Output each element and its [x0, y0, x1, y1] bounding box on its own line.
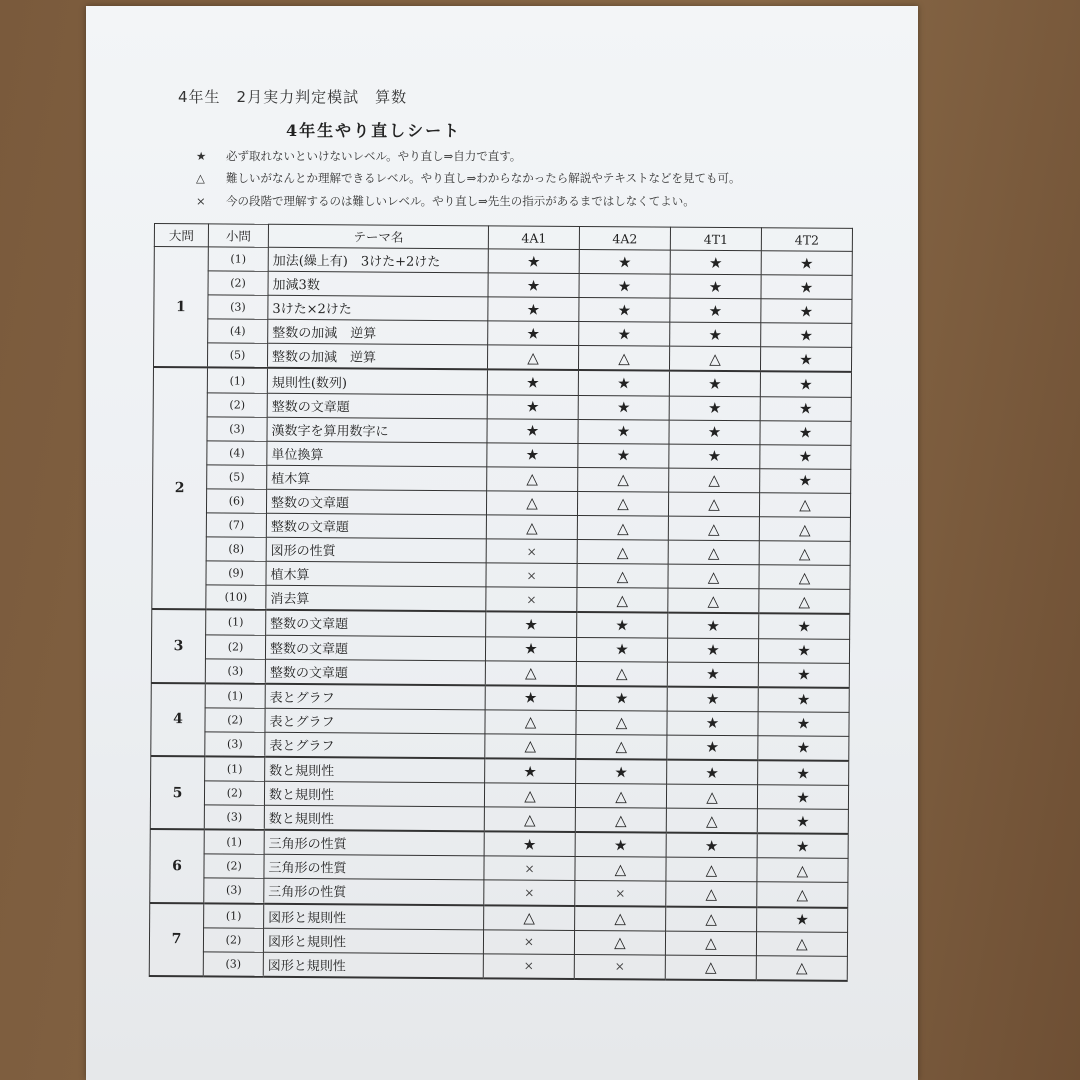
level-mark: ★	[487, 370, 578, 395]
theme-name: 図形と規則性	[263, 928, 483, 954]
level-mark: ×	[484, 880, 575, 905]
small-question-number: (3)	[207, 417, 267, 442]
theme-name: 整数の文章題	[266, 513, 486, 539]
theme-name: 消去算	[266, 586, 486, 612]
level-mark: ★	[579, 274, 670, 299]
small-question-number: (5)	[207, 343, 267, 368]
level-mark: ★	[487, 418, 578, 443]
header-title: 4年生 2月実力判定模試 算数	[178, 88, 408, 106]
level-mark: ★	[667, 711, 758, 736]
level-mark: △	[666, 882, 757, 907]
level-mark: ★	[669, 420, 760, 445]
level-mark: ★	[576, 759, 667, 784]
theme-name: 整数の文章題	[266, 489, 486, 515]
level-mark: ★	[669, 444, 760, 469]
level-mark: △	[759, 493, 850, 518]
level-mark: ★	[761, 251, 852, 276]
big-question-number: 6	[150, 829, 205, 903]
small-question-number: (1)	[208, 247, 268, 272]
level-mark: △	[666, 808, 757, 833]
level-mark: ★	[760, 347, 851, 372]
level-mark: ×	[486, 539, 577, 564]
level-mark: ★	[486, 612, 577, 637]
level-mark: △	[666, 784, 757, 809]
theme-name: 単位換算	[267, 441, 487, 467]
level-mark: ★	[667, 686, 758, 711]
level-mark: △	[484, 905, 575, 930]
level-mark: △	[757, 858, 848, 883]
small-question-number: (2)	[208, 271, 268, 296]
small-question-number: (10)	[206, 585, 266, 610]
theme-name: 表とグラフ	[265, 732, 485, 758]
level-mark: ★	[488, 273, 579, 298]
theme-name: 植木算	[266, 562, 486, 588]
theme-name: 規則性(数列)	[267, 368, 487, 394]
level-mark: ★	[576, 686, 667, 711]
level-mark: △	[578, 346, 669, 371]
small-question-number: (1)	[204, 830, 264, 855]
level-mark: ★	[578, 419, 669, 444]
level-mark: ★	[485, 758, 576, 783]
level-mark: ★	[579, 322, 670, 347]
level-mark: ★	[760, 420, 851, 445]
big-question-number: 3	[151, 609, 206, 683]
legend-star	[196, 148, 521, 164]
theme-name: 整数の加減 逆算	[267, 344, 487, 370]
theme-name: 整数の文章題	[267, 393, 487, 419]
level-mark: △	[759, 589, 850, 614]
level-mark: △	[576, 710, 667, 735]
small-question-number: (2)	[207, 392, 267, 417]
level-mark: ★	[487, 394, 578, 419]
level-mark: △	[668, 540, 759, 565]
big-question-number: 4	[151, 683, 206, 757]
level-mark: ★	[578, 370, 669, 395]
level-mark: ★	[667, 760, 758, 785]
cross-icon: ×	[196, 194, 206, 208]
theme-name: 整数の文章題	[265, 635, 485, 661]
small-question-number: (2)	[203, 927, 263, 952]
theme-name: 3けた×2けた	[268, 295, 488, 321]
level-mark: ×	[486, 587, 577, 612]
header-class-4a2: 4A2	[579, 226, 670, 250]
level-mark: ★	[485, 636, 576, 661]
level-mark: △	[485, 734, 576, 759]
theme-name: 植木算	[267, 465, 487, 491]
small-question-number: (1)	[205, 756, 265, 781]
level-mark: ★	[757, 907, 848, 932]
level-mark: ★	[668, 613, 759, 638]
level-mark: △	[486, 515, 577, 540]
level-mark: ★	[667, 638, 758, 663]
level-mark: ★	[488, 249, 579, 274]
theme-name: 漢数字を算用数字に	[267, 417, 487, 443]
level-mark: ★	[578, 395, 669, 420]
level-mark: ★	[488, 297, 579, 322]
theme-name: 整数の文章題	[265, 659, 485, 685]
level-mark: ★	[758, 712, 849, 737]
level-mark: △	[668, 492, 759, 517]
level-mark: ★	[758, 662, 849, 687]
legend-text: 必ず取れないといけないレベル。やり直し⇒自力で直す。	[226, 149, 522, 163]
level-mark: △	[485, 710, 576, 735]
small-question-number: (1)	[207, 368, 267, 393]
level-mark: △	[668, 588, 759, 613]
level-mark: △	[577, 515, 668, 540]
level-mark: ★	[757, 833, 848, 858]
theme-name: 図形と規則性	[263, 952, 483, 978]
small-question-number: (7)	[206, 513, 266, 538]
level-mark: △	[756, 955, 847, 980]
theme-name: 表とグラフ	[265, 708, 485, 734]
level-mark: △	[575, 905, 666, 930]
theme-name: 図形と規則性	[264, 903, 484, 929]
level-mark: △	[665, 955, 756, 980]
theme-name: 加法(繰上有) 3けた+2けた	[268, 247, 488, 273]
level-mark: ★	[757, 809, 848, 834]
theme-name: 数と規則性	[264, 781, 484, 807]
big-question-number: 2	[152, 367, 208, 609]
level-mark: ★	[760, 444, 851, 469]
header-small-question: 小問	[208, 224, 268, 247]
level-mark: ★	[487, 443, 578, 468]
small-question-number: (8)	[206, 537, 266, 562]
small-question-number: (3)	[205, 658, 265, 683]
small-question-number: (4)	[208, 319, 268, 344]
level-mark: ★	[579, 249, 670, 274]
legend-cross	[196, 193, 695, 209]
level-mark: △	[577, 564, 668, 589]
level-mark: ★	[760, 372, 851, 397]
theme-name: 整数の文章題	[266, 610, 486, 636]
legend-text: 難しいがなんとか理解できるレベル。やり直し⇒わからなかったら解説やテキストなどを見ても可。	[226, 171, 741, 185]
level-mark: ★	[670, 298, 761, 323]
small-question-number: (2)	[205, 634, 265, 659]
level-mark: ★	[484, 832, 575, 857]
review-table	[149, 223, 853, 982]
level-mark: △	[487, 467, 578, 492]
level-mark: △	[484, 783, 575, 808]
legend-text: 今の段階で理解するのは難しいレベル。やり直し⇒先生の指示があるまではしなくてよい。	[226, 194, 695, 208]
big-question-number: 7	[149, 903, 204, 977]
level-mark: ★	[761, 275, 852, 300]
small-question-number: (6)	[206, 489, 266, 514]
level-mark: △	[759, 541, 850, 566]
theme-name: 三角形の性質	[264, 855, 484, 881]
small-question-number: (3)	[204, 878, 264, 903]
theme-name: 表とグラフ	[265, 683, 485, 709]
level-mark: △	[668, 516, 759, 541]
theme-name: 加減3数	[268, 271, 488, 297]
level-mark: ★	[670, 322, 761, 347]
level-mark: ★	[760, 396, 851, 421]
small-question-number: (3)	[208, 295, 268, 320]
level-mark: △	[484, 807, 575, 832]
small-question-number: (3)	[203, 952, 263, 977]
level-mark: △	[575, 808, 666, 833]
level-mark: △	[666, 906, 757, 931]
level-mark: ★	[670, 250, 761, 275]
header-big-question: 大問	[154, 224, 208, 247]
level-mark: ★	[669, 396, 760, 421]
level-mark: △	[665, 931, 756, 956]
level-mark: ×	[484, 856, 575, 881]
level-mark: △	[575, 784, 666, 809]
level-mark: △	[668, 564, 759, 589]
level-mark: ★	[758, 760, 849, 785]
small-question-number: (3)	[204, 805, 264, 830]
small-question-number: (3)	[205, 732, 265, 757]
level-mark: △	[487, 345, 578, 370]
theme-name: 整数の加減 逆算	[268, 320, 488, 346]
header-class-4t1: 4T1	[670, 227, 761, 251]
level-mark: ★	[579, 298, 670, 323]
level-mark: ★	[575, 832, 666, 857]
level-mark: △	[576, 734, 667, 759]
level-mark: ×	[486, 563, 577, 588]
level-mark: ★	[488, 321, 579, 346]
level-mark: ×	[575, 881, 666, 906]
level-mark: ★	[759, 614, 850, 639]
theme-name: 図形の性質	[266, 537, 486, 563]
level-mark: ★	[758, 638, 849, 663]
legend-triangle	[196, 170, 740, 186]
theme-name: 数と規則性	[264, 805, 484, 831]
theme-name: 三角形の性質	[264, 879, 484, 905]
table-row	[149, 951, 847, 980]
level-mark: ★	[666, 833, 757, 858]
triangle-icon: △	[196, 171, 205, 185]
level-mark: ★	[485, 685, 576, 710]
level-mark: △	[759, 517, 850, 542]
small-question-number: (1)	[205, 683, 265, 708]
level-mark: ×	[574, 954, 665, 979]
level-mark: ★	[757, 785, 848, 810]
level-mark: ★	[669, 371, 760, 396]
level-mark: ★	[667, 662, 758, 687]
theme-name: 数と規則性	[265, 757, 485, 783]
level-mark: △	[485, 660, 576, 685]
level-mark: △	[669, 468, 760, 493]
level-mark: △	[575, 857, 666, 882]
table-body	[149, 247, 852, 981]
level-mark: △	[666, 857, 757, 882]
small-question-number: (2)	[204, 781, 264, 806]
header-class-4a1: 4A1	[488, 226, 579, 250]
level-mark: △	[669, 346, 760, 371]
small-question-number: (1)	[204, 903, 264, 928]
small-question-number: (1)	[206, 610, 266, 635]
level-mark: △	[578, 467, 669, 492]
level-mark: △	[486, 491, 577, 516]
level-mark: △	[756, 931, 847, 956]
level-mark: ★	[667, 735, 758, 760]
small-question-number: (5)	[207, 465, 267, 490]
star-icon: ★	[196, 149, 207, 163]
level-mark: ★	[578, 443, 669, 468]
level-mark: ★	[758, 736, 849, 761]
level-mark: △	[757, 882, 848, 907]
level-mark: ×	[483, 929, 574, 954]
level-mark: ★	[761, 323, 852, 348]
level-mark: △	[574, 930, 665, 955]
big-question-number: 1	[153, 247, 208, 368]
level-mark: △	[577, 588, 668, 613]
big-question-number: 5	[150, 756, 205, 830]
header-class-4t2: 4T2	[761, 228, 852, 252]
level-mark: ★	[576, 637, 667, 662]
small-question-number: (2)	[204, 854, 264, 879]
level-mark: ★	[760, 469, 851, 494]
sheet-title: 4年生やり直しシート	[286, 121, 462, 140]
level-mark: △	[576, 661, 667, 686]
small-question-number: (2)	[205, 708, 265, 733]
level-mark: △	[759, 565, 850, 590]
level-mark: △	[577, 540, 668, 565]
level-mark: ×	[483, 954, 574, 979]
small-question-number: (4)	[207, 441, 267, 466]
small-question-number: (9)	[206, 561, 266, 586]
level-mark: ★	[670, 274, 761, 299]
level-mark: ★	[761, 299, 852, 324]
level-mark: ★	[577, 612, 668, 637]
theme-name: 三角形の性質	[264, 830, 484, 856]
level-mark: △	[577, 491, 668, 516]
header-theme: テーマ名	[268, 224, 488, 249]
level-mark: ★	[758, 687, 849, 712]
